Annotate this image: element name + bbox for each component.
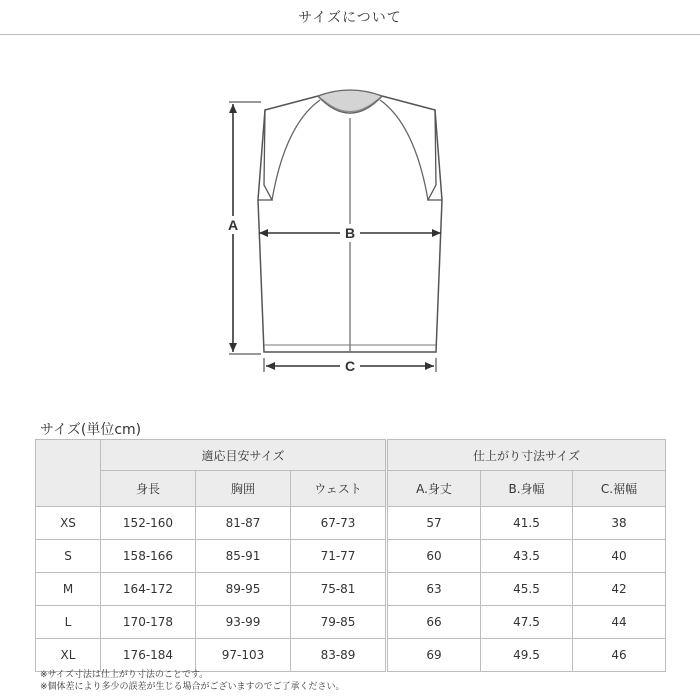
cell-chest: 85-91 <box>196 540 291 573</box>
cell-height: 170-178 <box>101 606 196 639</box>
row-size-label: L <box>36 606 101 639</box>
cell-hem-width: 40 <box>573 540 666 573</box>
dimension-c-label: C <box>344 358 356 374</box>
cell-waist: 67-73 <box>291 507 386 540</box>
cell-length: 60 <box>388 540 481 573</box>
table-row <box>36 639 666 672</box>
col-header-chest: 胸囲 <box>196 471 291 507</box>
col-header-hem-width: C.裾幅 <box>573 471 666 507</box>
cell-waist: 75-81 <box>291 573 386 606</box>
row-size-label: S <box>36 540 101 573</box>
col-header-body-width: B.身幅 <box>481 471 573 507</box>
col-header-length: A.身丈 <box>388 471 481 507</box>
cell-height: 152-160 <box>101 507 196 540</box>
row-size-label: M <box>36 573 101 606</box>
cell-chest: 89-95 <box>196 573 291 606</box>
table-row <box>36 540 666 573</box>
col-header-height: 身長 <box>101 471 196 507</box>
table-row <box>36 507 666 540</box>
cell-waist: 71-77 <box>291 540 386 573</box>
cell-waist: 83-89 <box>291 639 386 672</box>
cell-chest: 81-87 <box>196 507 291 540</box>
size-table <box>35 439 666 672</box>
cell-body-width: 41.5 <box>481 507 573 540</box>
dimension-a-arrow-top <box>229 104 237 113</box>
cell-body-width: 47.5 <box>481 606 573 639</box>
cell-length: 69 <box>388 639 481 672</box>
cell-length: 63 <box>388 573 481 606</box>
cell-height: 158-166 <box>101 540 196 573</box>
dimension-b-label: B <box>344 225 356 241</box>
cell-chest: 97-103 <box>196 639 291 672</box>
dimension-a-arrow-bottom <box>229 343 237 352</box>
row-size-label: XL <box>36 639 101 672</box>
note-line: ※個体差により多少の誤差が生じる場合がございますのでご了承ください。 <box>40 682 345 692</box>
note-line: ※サイズ寸法は仕上がり寸法のことです。 <box>40 670 209 680</box>
cell-height: 164-172 <box>101 573 196 606</box>
col-header-waist: ウェスト <box>291 471 386 507</box>
notes <box>40 669 345 693</box>
table-corner-cell <box>36 440 101 507</box>
group-header-fit: 適応目安サイズ <box>101 440 386 471</box>
cell-hem-width: 46 <box>573 639 666 672</box>
cell-height: 176-184 <box>101 639 196 672</box>
cell-hem-width: 44 <box>573 606 666 639</box>
group-header-finished: 仕上がり寸法サイズ <box>388 440 666 471</box>
cell-hem-width: 42 <box>573 573 666 606</box>
dimension-a-label: A <box>227 217 239 233</box>
table-row <box>36 573 666 606</box>
page-title: サイズについて <box>298 10 402 26</box>
cell-chest: 93-99 <box>196 606 291 639</box>
dimension-c-arrow-right <box>425 362 434 370</box>
cell-length: 57 <box>388 507 481 540</box>
cell-body-width: 49.5 <box>481 639 573 672</box>
cell-body-width: 43.5 <box>481 540 573 573</box>
row-size-label: XS <box>36 507 101 540</box>
cell-body-width: 45.5 <box>481 573 573 606</box>
cell-hem-width: 38 <box>573 507 666 540</box>
table-row <box>36 606 666 639</box>
dimension-c-arrow-left <box>266 362 275 370</box>
size-table-title: サイズ(単位cm) <box>40 422 142 438</box>
cell-length: 66 <box>388 606 481 639</box>
cell-waist: 79-85 <box>291 606 386 639</box>
